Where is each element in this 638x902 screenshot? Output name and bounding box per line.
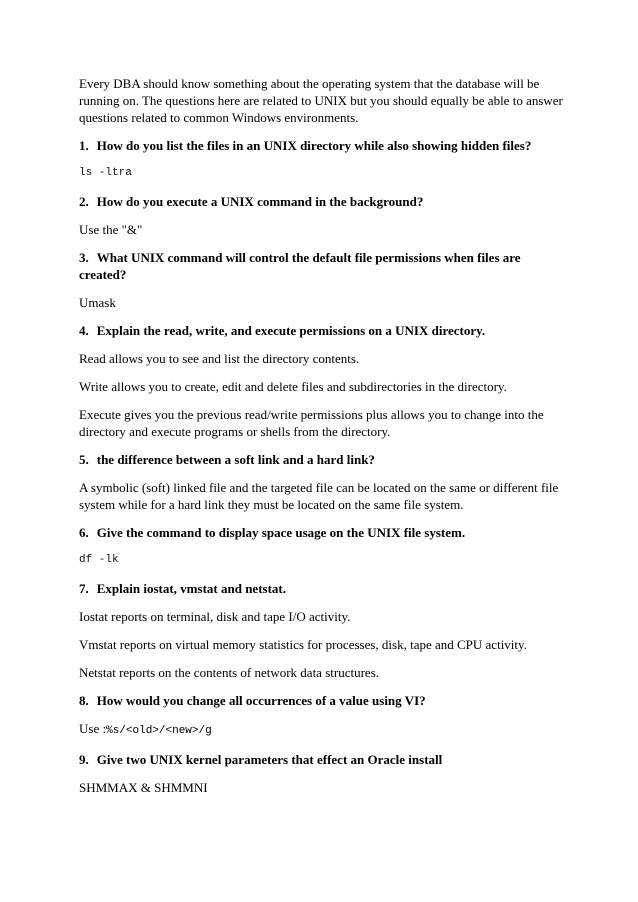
question-text: the difference between a soft link and a hard link? <box>96 452 375 467</box>
answer-8 <box>79 720 568 740</box>
question-number: 5. <box>79 452 89 467</box>
answer-9: SHMMAX & SHMMNI <box>79 780 208 795</box>
question-number: 9. <box>79 752 89 767</box>
answer-4-execute: Execute gives you the previous read/write permissions plus allows you to change into the directory and execute programs or shells from the directory. <box>79 407 544 439</box>
question-1 <box>79 137 568 154</box>
answer-1-code: ls -ltra <box>79 167 132 179</box>
answer-2: Use the "&" <box>79 222 143 237</box>
intro-paragraph: Every DBA should know something about the operating system that the database will be running on. The questions here are related to UNIX but you should equally be able to answer questions related to common Windows environments. <box>79 76 563 125</box>
answer-4-write: Write allows you to create, edit and delete files and subdirectories in the directory. <box>79 379 507 394</box>
question-text: What UNIX command will control the default file permissions when files are created? <box>79 250 521 282</box>
question-4 <box>79 322 568 339</box>
answer-7-netstat: Netstat reports on the contents of network data structures. <box>79 665 379 680</box>
question-number: 6. <box>79 525 89 540</box>
question-text: How would you change all occurrences of a value using VI? <box>96 693 426 708</box>
question-2 <box>79 193 568 210</box>
question-number: 2. <box>79 194 89 209</box>
question-text: Explain the read, write, and execute permissions on a UNIX directory. <box>96 323 486 338</box>
question-text: Give the command to display space usage on the UNIX file system. <box>96 525 466 540</box>
question-text: How do you list the files in an UNIX directory while also showing hidden files? <box>96 138 532 153</box>
question-9 <box>79 751 568 768</box>
answer-3: Umask <box>79 295 116 310</box>
question-number: 4. <box>79 323 89 338</box>
answer-7-vmstat: Vmstat reports on virtual memory statistics for processes, disk, tape and CPU activity. <box>79 637 527 652</box>
answer-5: A symbolic (soft) linked file and the targeted file can be located on the same or different file system while for a hard link they must be located on the same file system. <box>79 480 559 512</box>
question-7 <box>79 580 568 597</box>
question-number: 7. <box>79 581 89 596</box>
question-5 <box>79 451 568 468</box>
answer-8-code: %s/<old>/<new>/g <box>106 725 212 737</box>
question-6 <box>79 524 568 541</box>
answer-6-code: df -lk <box>79 554 119 566</box>
question-number: 3. <box>79 250 89 265</box>
question-text: How do you execute a UNIX command in the background? <box>96 194 424 209</box>
question-text: Explain iostat, vmstat and netstat. <box>96 581 286 596</box>
question-3 <box>79 249 568 283</box>
question-number: 1. <box>79 138 89 153</box>
answer-7-iostat: Iostat reports on terminal, disk and tape I/O activity. <box>79 609 351 624</box>
answer-8-prefix: Use : <box>79 721 107 736</box>
question-text: Give two UNIX kernel parameters that effect an Oracle install <box>96 752 443 767</box>
question-number: 8. <box>79 693 89 708</box>
question-8 <box>79 692 568 709</box>
answer-4-read: Read allows you to see and list the directory contents. <box>79 351 360 366</box>
